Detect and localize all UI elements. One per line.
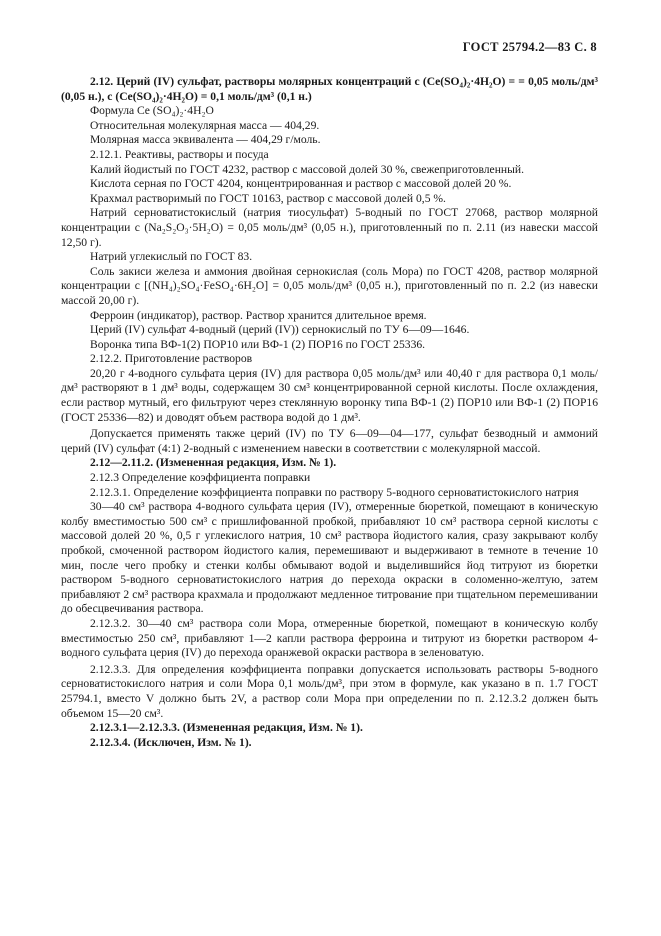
paragraph: 30—40 см³ раствора 4-водного сульфата церия (IV), отмеренные бюреткой, помещают в коническую колбу вместимостью 500 см³ с пришлифованной пробкой, прибавляют 10 см³ раствора серной кислоты с массовой долей 20 %, 0,5 г углекислого натрия, 10 см³ раствора йодистого калия, сразу закрывают колбу пробкой, смоченной раствором йодистого калия, перемешивают и выдерживают в темноте в течение 10 мин, после чего пробку и стенки колбы обмывают водой и выделившийся йод титруют из бюретки раствором 5-водного серноватистокислого натрия до перехода окраски в соломенно-желтую, затем прибавляют 2 см³ раствора крахмала и продолжают медленное титрование при тщательном перемешивании до обесцвечивания раствора. — [61, 500, 598, 616]
page-header: ГОСТ 25794.2—83 С. 8 — [462, 40, 597, 54]
paragraph: 2.12.3.1. Определение коэффициента поправки по раствору 5-водного серноватистокислого натрия — [90, 485, 579, 499]
paragraph: Формула Ce (SO₄)₂·4H₂O — [90, 104, 214, 118]
paragraph: 2.12.3.3. Для определения коэффициента поправки допускается использовать растворы 5-водного серноватистокислого натрия и соли Мора 0,1 моль/дм³, при этом в формуле, как указано в п. 1.7 ГОСТ 25794.1, вместо V должно быть 2V, а раствор соли Мора при определении по п. 2.12.3.2 должен быть объемом 15—20 см³. — [61, 662, 598, 720]
subsection-heading: 2.12.3 Определение коэффициента поправки — [90, 471, 311, 485]
document-body — [61, 75, 598, 750]
paragraph: Церий (IV) сульфат 4-водный (церий (IV)) сернокислый по ТУ 6—09—1646. — [90, 323, 470, 337]
paragraph: Натрий углекислый по ГОСТ 83. — [90, 250, 253, 264]
paragraph: Натрий серноватистокислый (натрия тиосульфат) 5-водный по ГОСТ 27068, раствор молярной концентрации c (Na₂S₂O₃·5H₂O) = 0,05 моль/дм³ (0,05 н.), приготовленный по п. 2.11 (из навески массой 12,50 г). — [61, 206, 598, 249]
paragraph: 2.12.3.2. 30—40 см³ раствора соли Мора, отмеренные бюреткой, помещают в коническую колбу вместимостью 250 см³, прибавляют 1—2 капли раствора ферроина и титруют из бюретки раствором 4-водного сульфата церия (IV) до перехода оранжевой окраски раствора в зеленоватую. — [61, 616, 598, 660]
paragraph: Крахмал растворимый по ГОСТ 10163, раствор с массовой долей 0,5 %. — [90, 191, 446, 205]
amendment-note: 2.12—2.11.2. (Измененная редакция, Изм. № 1). — [90, 456, 337, 470]
paragraph: 20,20 г 4-водного сульфата церия (IV) для раствора 0,05 моль/дм³ или 40,40 г для раствора 0,1 моль/дм³ растворяют в 1 дм³ воды, содержащем 30 см³ концентрированной серной кислоты. После охлаждения, если раствор мутный, его фильтруют через стеклянную воронку типа ВФ-1 (2) ПОР10 или ВФ-1 (2) ПОР16 (ГОСТ 25336—82) и доводят объем раствора водой до 1 дм³. — [61, 366, 598, 424]
paragraph: Относительная молекулярная масса — 404,29. — [90, 118, 320, 132]
subsection-heading: 2.12.1. Реактивы, растворы и посуда — [90, 147, 269, 161]
section-heading: 2.12. Церий (IV) сульфат, растворы молярных концентраций c (Ce(SO₄)₂·4H₂O) = = 0,05 моль/дм³ (0,05 н.), c (Ce(SO₄)₂·4H₂O) = 0,1 моль/дм³ (0,1 н.) — [61, 75, 598, 103]
paragraph: Калий йодистый по ГОСТ 4232, раствор с массовой долей 30 %, свежеприготовленный. — [90, 162, 525, 176]
paragraph: Ферроин (индикатор), раствор. Раствор хранится длительное время. — [90, 308, 427, 322]
amendment-note: 2.12.3.4. (Исключен, Изм. № 1). — [90, 735, 252, 749]
paragraph: Допускается применять также церий (IV) по ТУ 6—09—04—177, сульфат безводный и аммоний церий (IV) сульфат (4:1) 2-водный с изменением навески в соответствии с молекулярной массой. — [61, 427, 598, 455]
amendment-note: 2.12.3.1—2.12.3.3. (Измененная редакция, Изм. № 1). — [90, 721, 363, 735]
subsection-heading: 2.12.2. Приготовление растворов — [90, 352, 253, 366]
paragraph: Кислота серная по ГОСТ 4204, концентрированная и раствор с массовой долей 20 %. — [90, 177, 512, 191]
paragraph: Молярная масса эквивалента — 404,29 г/моль. — [90, 133, 321, 147]
paragraph: Соль закиси железа и аммония двойная сернокислая (соль Мора) по ГОСТ 4208, раствор молярной концентрации c [(NH₄)₂SO₄·FeSO₄·6H₂O] = 0,05 моль/дм³ (0,05 н.), приготовленный по п. 2.2 (из навески массой 20,00 г). — [61, 264, 598, 307]
paragraph: Воронка типа ВФ-1(2) ПОР10 или ВФ-1 (2) ПОР16 по ГОСТ 25336. — [90, 337, 426, 351]
